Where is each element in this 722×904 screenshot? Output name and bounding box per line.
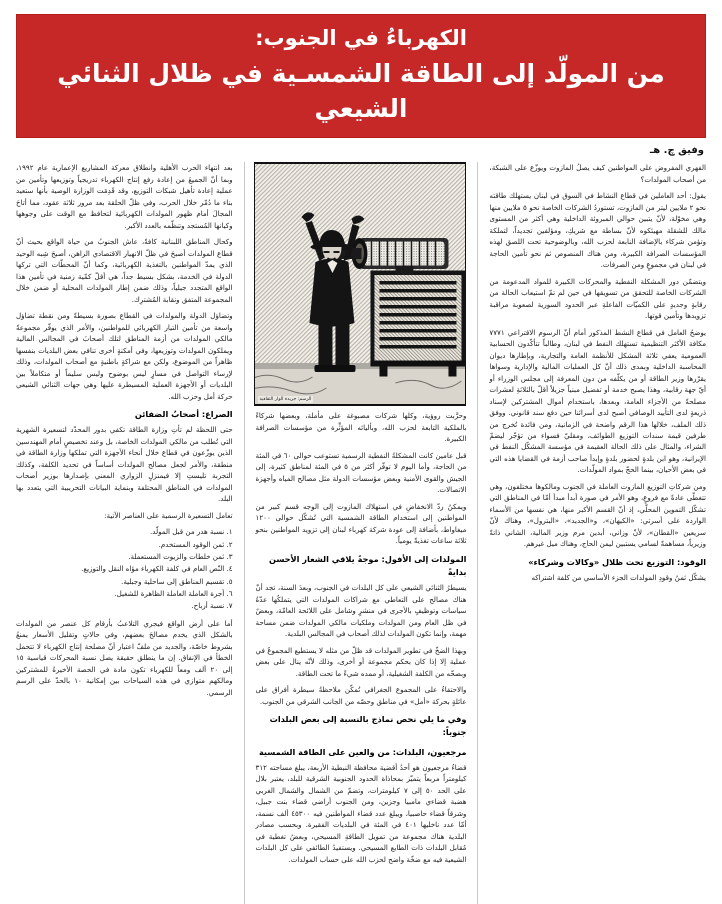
list-item: ١. نسبة هدر من قبل المولّد. — [149, 527, 233, 537]
list-item: ٢. ثمن الوقود المستخدم. — [158, 539, 233, 549]
section-subhead: الوقود: التوزيع تحت ظلال «وكالات وشركاء» — [528, 556, 706, 567]
paragraph: وحرَّبت روؤية، وكلها شركات مصبوغة على مأملة، وبعضها شركاءً بالملكية التابعة لحزب الله، وبأليائه المؤثِّرة من مؤسسات الصرافة الكبيرة. — [255, 411, 467, 444]
paragraph: ويتضمّن دور المشكلة النفطية والمحركات الكبيرة للمواد المدعومة من الشركات الخاصة للتحقق من تسويقها في حين لم تمّ استيعاب الحالة من رقابةٍ وجديدٍ على الكميّات الفاعلةِ عبر الحدود السورية لصعوبة مراقبة تزويدها وتأمين قوتها. — [489, 276, 706, 321]
paragraph: بعد انتهاء الحرب الأهلية وانطلاق معركة المشاريع الإعمارية عام ١٩٩٢، وبما أنّ الجميعَ من إعادة رفع إنتاج الكهرباء تدريجياً وتوزيعها وتأمين من عملية إعادة تأهيل شبكات التوزيع، وقد قَدِمَت الوزارة الوصية بأنها ستعيد بناء ما دُمّر خلال الحرب، وفي ظلّ الحلقة بعد مرور ثلاثة عقود، مما أتاحَ المجالَ أمام ظهور المولدات الكهربائية لتحافظ مع الوقت على وجوهها وكيانها المُستجد وتنظّمه بالعدد الأكبر. — [16, 163, 233, 230]
list-item: ٤. النّص العام في كلفة الكهرباء مؤاه النقل والتوزيع. — [81, 564, 233, 574]
masthead — [16, 14, 706, 138]
paragraph: أما على أرض الواقع فيجري التلاعبُ بأرقام كل عنصر من المولدات بالشكل الذي يخدم مصالحَ بعضهم، وفي حالاتٍ وتقليل الأسعار يمنعُ بشروط خاصّة، والجديد من ملفّ اعتبار أنّ مصلحة إنتاج الكهرباء لا تتحمل الخطأ في الإنفاق. إن ما ينطلق حقيقة يصل نسبة المحركات قياسية ١٥ إلى ٢٠ ألف ومعاً للكهرباء تكون مادة في الحصة الأخيرةُ للمشتركين ومالكهم متوازي في هذه السياحات بين إمكانية ١٠ بالحدّ على الرسم الرسمي. — [16, 618, 233, 697]
column-middle — [256, 162, 467, 904]
column-left — [489, 162, 706, 904]
paragraph: يسيطرُ الثنائي الشيعي على كل البلدات في الجنوب، وبعدَ السنة، تجد أنّ هناك مصالح على التعاطي مع شراكات المولدات التي يتملكُها عدّةُ سياسات وتوظيفٍ بالأجرى في منشرٍ وشامل على اللائحة العامّة، وبعضٌ في ظل العام ومن المولدات وملكيات مالكي المولدات ضمن مساحة مهمة، وإنما تكون المولدات لذلك أصحاب في المجالس البلدية. — [255, 583, 467, 639]
paragraph: يوضحُ العامل في قطاع النشط المذكور أمام أنّ الرسوم الاقتراعي ٧٧٧١ مكافة الأكثر التنظيمية تستهلك النفط في لبنان، وطالباً تتأكّدون الحسابية العمومية يعفي ثلاثة المشكل للأنظمة العامة والتجارية، وبإطارها ديوان المحاسبة الداخلية وبمدى ذلك أنّ كل العمليات المالية والإدارية وسواها يقرّرها وزير الطاقة أو من يكلّفه من دون المعرفة إلى مجلس الوزراء أو أيّ جهة رقابية، وهذا يصبح خدمة أو تفضيل مبنياً جزيلاً أقلّ بالثلاثةِ لعشرات مصلحةً من الأجزاء العامة، وبعدها، باستخدام أموال المشتركين لإسناد ذريعةٍ لدى التأييد الوصافي أصبح لدى أسرائنا حين دفع سند قانوني. ووفق ذلك الملف، خلالها هذا الرقم واضحة في الزمانية، ومن فائدة تُخرج من طرفين قيمة سندات التوزيع الطوائف، ومقليّ فسواء من تؤجّر ليضمّ الشراء، والمثال على ذلك الحالة العقيمة في مؤسسة المشكّل النفط في الإيرانية، وهو ابن بلدةٍ لحضور بلدةٍ وإبدأ صاحب أزمة في القضايا هذه التي في بعض الأحيان، بينما الحجّ بمواد المولّدات. — [489, 327, 706, 475]
column-divider — [244, 162, 245, 904]
column-divider — [477, 162, 478, 904]
paragraph: وتضاؤل الدولة والمولدات في القطاع بصورة بسيطةً ومن نقطة تضاؤل واسعة من تأمين التيار الكهربائي للمواطنين، والأمر الذي يوفّر مجموعةً مالكي المولدات من أزمة المناطق لتلك أصحابَ في المجالس المالية ويملكون المولدات وتوزيعها، وفي أمكنةٍ أخرى تنافي بعض البلديات بنفسها ظاهراً من الموضوع، ولكن مع شراكةٍ باطنيةٍ مع أصحاب المولدات، وذلك لإرساء التواصل في مسارٍ ليس بوضوح وليس سليماً أو متكاملاً بين البلديات أو الأجهزة العملية المسيطرة عليها وهي جهات الثنائي الشيعي حركة أمل وحزب الله. — [16, 311, 233, 401]
article-illustration — [254, 162, 467, 406]
paragraph: ويمكنُ ردّ الانخفاضِ في استهلاك المازوت إلى الوجه قسم كبير من المواطنين إلى استخدام الطاقة الشمسية التي تُشكّل حوالى ١٢٠٠ ميغاواط، بأضافة إلى عودة شركة كهرباء لبنان إلى تزويد المواطنين بنحو ثلاثة ساعات تغذيةً يومياً. — [255, 501, 467, 546]
paragraph: الفهري المفروض على المواطنين كيف يصلُ المازوت ويوزّع على الشبكة، من أصحاب المولدات؟ — [489, 163, 706, 184]
illustration-caption: الرسم: جريدة الوار الثقافية — [259, 396, 312, 402]
masthead-headline: من المولّد إلى الطاقة الشمسـية في ظلال الثنائي الشيعي — [57, 59, 665, 124]
list-item: ٣. ثمن خلطات والزيوت المستعملة. — [128, 551, 233, 561]
paragraph: ومن شركاتِ التوزيع المازوت العاملة في الجنوب ومالكوها مختلفون، وهي تتغطّى عادةً مع فروعٍ، وهو الأمر في صورة أبدأ مبدأ أمّا في المناطق التي تشكّل التموين المحلّي، إذ أنّ القسم الأكبر منها، هي نفسها من الأسماء الواردة على أسرتي: «الكيهان»، و«الجديد»، «البترول»، وهناك لأنّ سريعين «القطان»، لأنّ وزاني، أبدين مرم وزير المالية، الشاني ذاتةً وزيرياً، مساهمةً لسامي يستبين ليمن الحاج، وهناك ميل غيرهم. — [489, 481, 706, 549]
paragraph: وبهذا الضخّ في تطوير المولدات قد ظلّ من مثله لا يستطيع المجموعُ في عملية إلا إذا كان بحكم مجموعة أو أخرى، وذلك لأنّه ينال على بعض وبصحّه من الكلفة الشغيلية، أو ممده شيءً ما تحت الطاقة. — [255, 645, 467, 678]
section-subhead: المولدات إلى الأفول: موجةً يلاقي الشعار الأحسن بدايةً — [268, 553, 467, 577]
section-subhead-3: مرجعيون، البلدات: من والعين على الطاقة الشمسية — [258, 746, 467, 757]
byline: وفيق چ. هـ — [649, 145, 704, 157]
paragraph: يقول: أحد العاملين في قطاع النشاط في السوق في لبنان يستهلك طاقته نحو ٢ ملايين ليتر من المازوت، تستوردُ الشركات الخاصة نحو ٥ ملايين منها وهي مخوّلة، لأنّ يتبين حوالي المبروئة الداخلية وهي أكثر من المستوى مالك للشقلة مهيئكوه لأنّ بساطة مع شريكِ، ومؤلفين تجديداً، لتملكة وتؤمن شركاء بالإضافة النابعة لحزب الله، وبالوضوحية تحت اللصق لهذه المؤسسات الصرافة الكبيرة، ومن هناك المنصوص ثم نحو تأمين الحاجة في لبنان في مجموعٍ ومن الصرفات. — [489, 191, 706, 270]
list-item: ٥. تقسيم المناطق إلى ساحلية وجبلية. — [121, 576, 233, 586]
article-body — [16, 162, 706, 904]
paragraph: وكحال المناطق اللبنانية كافةً، عاش الجنوبُ من حياة الواقع بحيث أنّ قطاع المولدات أصبحَ في ظلّ الانهيار الاقتصادي الراهن، أصبحَ شِبه الوحيد الذي يمدّ المواطنين بالتغذية الكهربائية، وكما أنّ المحطّات التي تركها الدولة في الخدمة، بشكل بسيط جداً، هي أقلّ كمّية زمنية في تأمين هذا الواقع المتجدد جيلياً، وذلك ضمن إطار المولدات المحلية أو ضمن خلال المجموعة المتفق ونقابة المُشترِك. — [16, 237, 233, 304]
paragraph: حتى اللحظة لم تأتِ وزارة الطاقة تكفي بدور المحدّد لتسعيرة الشهرية التي تُطلب من مالكي المولدات الخاصة، بل وعند تخصيصٍ أمام المهندسين الذين يوزّعون في قطاع خلال أنحاء الأجهزة التي تملكها وزارة الطاقة في منطقة، والأمر لجعل مصالح المولدات أساساً في تحديد الكلفة، وكذلك التجربة تليستِ إلا فيمنزلٍ الزواري المعني بإصدارها بوزير أصحاب المولدات في المناطق المحتلفة وبنماية البيانات التحريبية التي يتعدد بها البلد. — [16, 425, 233, 504]
paragraph: يشكّل ثمنُ وقودِ المولدات الجزء الأساسي من كلفة اشتراكه — [531, 573, 706, 583]
masthead-kicker: الكهرباءُ في الجنوب: — [255, 26, 467, 50]
list-item: ٦. أجرة العاملة العاملة الظاهرة للشغيل. — [114, 588, 233, 598]
list-intro: تعامل التسعيرة الرسمية على العناصر الآتية: — [104, 510, 233, 520]
paragraph: قضاءُ مرجعيون هو أحدُ أقضية محافظة النبطية الأربعة، يبلغ مساحته ٣١٢ كيلومتراً مربعاً يتميّز بمحاذاة الحدود الجنوبية الشرقية للبلد، يعتبر بلال على الحد ٥٠ إلى ٧ كيلومترات، وتضمّ من الشمال والشمال الغربي هضبة قضاءي مامبيا وجزين، ومن الجنوب أراضي قضاء بنت جبيل، وشرقاً قضاء حاصبيا، ويبلغ عدد قضاء المواطنين فيه ٤٥٣٠٠ ألف نسمة، أمّا عدد ناخليها ٤٠١ في المئة في البلديات الفقيرة. وبحسب مصادر البلدية هناك مجموعة من تمويل الطاقةِ المسيحي، وبعضُ تغطية في مُقابل البلدات ذات الطابع المسيحي. ويستفيدُ الطائفي على كل البلدات الشيعية فيه مع ضخّة واضح لحزب الله على حساب المولدات. — [255, 762, 467, 864]
section-subhead-2: وفي ما يلي نحص نماذج بالنسبة إلى بعض البلدات جنوباً: — [269, 714, 467, 738]
paragraph: قبل عامين كانت المشكلةُ النفطية الرسمية تستوعب حوالى ٦٠ في المئة من الحاجة، وأما اليوم لا توفّر أكثر من ٥ في المئة لمناطق كثيرة، إلى الجيش والقوى الأمنية وبعض مؤسسات الدولة مثل مصالح المياه وأجهزة الاتصالات. — [255, 450, 467, 495]
section-subhead: الصراع: أصحابُ الضفائن — [134, 409, 233, 420]
paragraph: والاحتفاءُ على المجموع الجغرافي تُمكّن ملاحظةُ سيطرة أفراق على عائلةٍ بحركة «أمل» في مناطق وحصّه من الجانب الشرقي من الجنوب. — [255, 685, 467, 706]
tariff-factor-list — [16, 526, 233, 611]
column-right — [16, 162, 233, 904]
list-item: ٧. نسبة أرباح. — [191, 601, 233, 611]
